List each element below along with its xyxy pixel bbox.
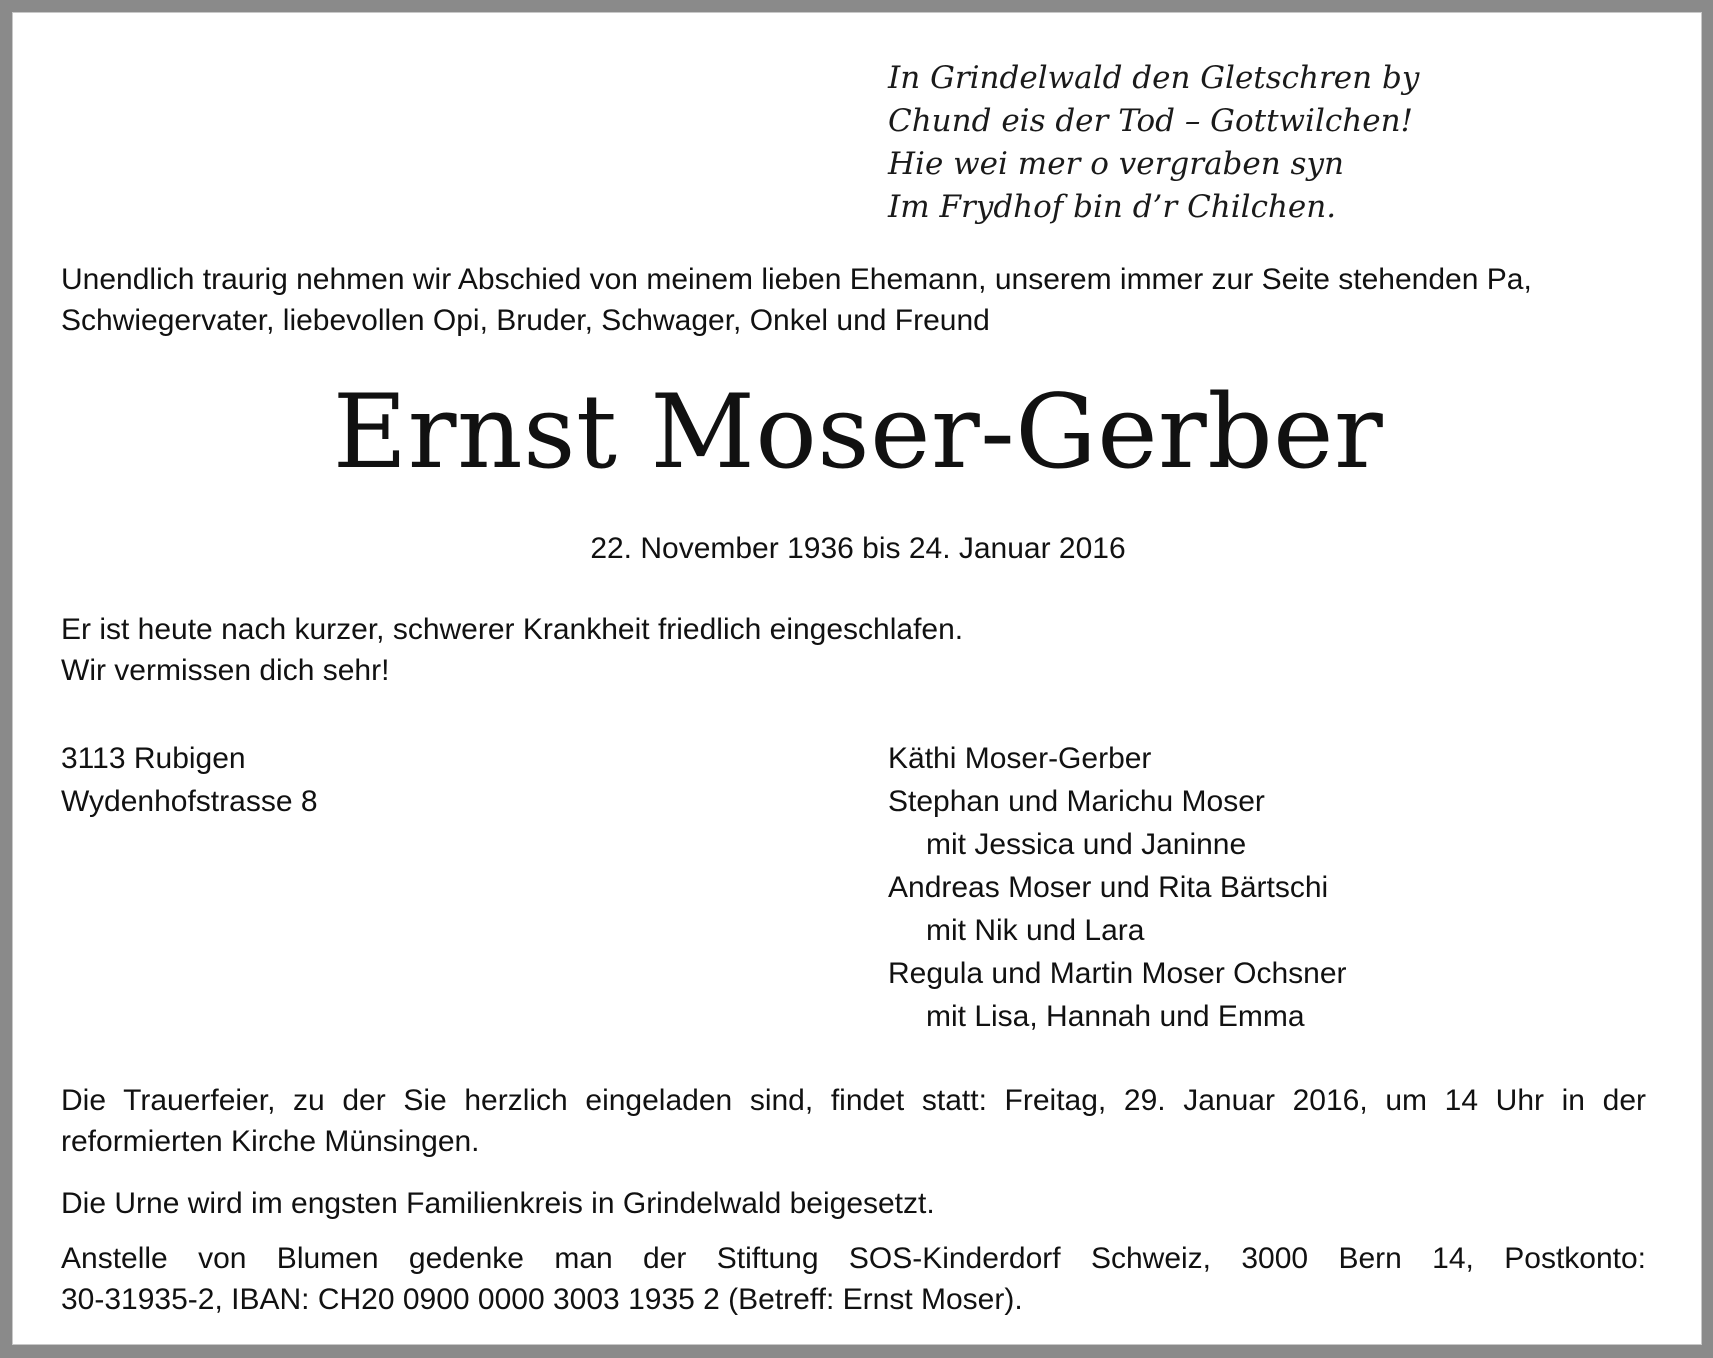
donation-notice [61,1238,1646,1320]
intro-text [61,259,1646,341]
family-list [888,737,1347,1038]
message-line-1: Er ist heute nach kurzer, schwerer Krankheit friedlich eingeschlafen. [61,613,964,646]
poem-line: Hie wei mer o vergraben syn [888,146,1344,182]
family-member-children: mit Jessica und Janinne [926,828,1247,861]
family-member: Regula und Martin Moser Ochsner [888,957,1347,990]
urn-notice [61,1183,1646,1224]
farewell-message [61,609,963,691]
deceased-name: Ernst Moser-Gerber [332,373,1384,492]
intro-line-2: Schwiegervater, liebevollen Opi, Bruder, Schwager, Onkel und Freund [61,304,990,337]
poem-line: Im Frydhof bin d’r Chilchen. [888,189,1337,225]
family-member-children: mit Nik und Lara [926,914,1145,947]
family-member: Andreas Moser und Rita Bärtschi [888,871,1329,904]
message-line-2: Wir vermissen dich sehr! [61,654,390,687]
poem-line: In Grindelwald den Gletschren by [888,60,1420,96]
funeral-notice [61,1080,1646,1162]
family-member-children: mit Lisa, Hannah und Emma [926,1000,1305,1033]
poem-verse [888,57,1419,229]
funeral-line-2: reformierten Kirche Münsingen. [61,1125,480,1158]
poem-line: Chund eis der Tod – Gottwilchen! [888,103,1413,139]
funeral-line-1: Die Trauerfeier, zu der Sie herzlich eingeladen sind, findet statt: Freitag, 29. Januar 2016, um 14 Uhr in der [61,1084,1646,1117]
family-member: Stephan und Marichu Moser [888,785,1265,818]
intro-line-1: Unendlich traurig nehmen wir Abschied von meinem lieben Ehemann, unserem immer zur Seite stehenden Pa, [61,263,1532,296]
address-line-2: Wydenhofstrasse 8 [61,785,318,818]
family-member: Käthi Moser-Gerber [888,742,1152,775]
address-line-1: 3113 Rubigen [61,742,246,775]
obituary-page [12,12,1702,1345]
donation-line-1: Anstelle von Blumen gedenke man der Stiftung SOS-Kinderdorf Schweiz, 3000 Bern 14, Postkonto: [61,1242,1646,1275]
donation-line-2: 30-31935-2, IBAN: CH20 0900 0000 3003 1935 2 (Betreff: Ernst Moser). [61,1283,1023,1316]
life-dates: 22. November 1936 bis 24. Januar 2016 [590,532,1126,565]
urn-line: Die Urne wird im engsten Familienkreis in Grindelwald beigesetzt. [61,1187,935,1220]
mourning-address [61,737,318,823]
